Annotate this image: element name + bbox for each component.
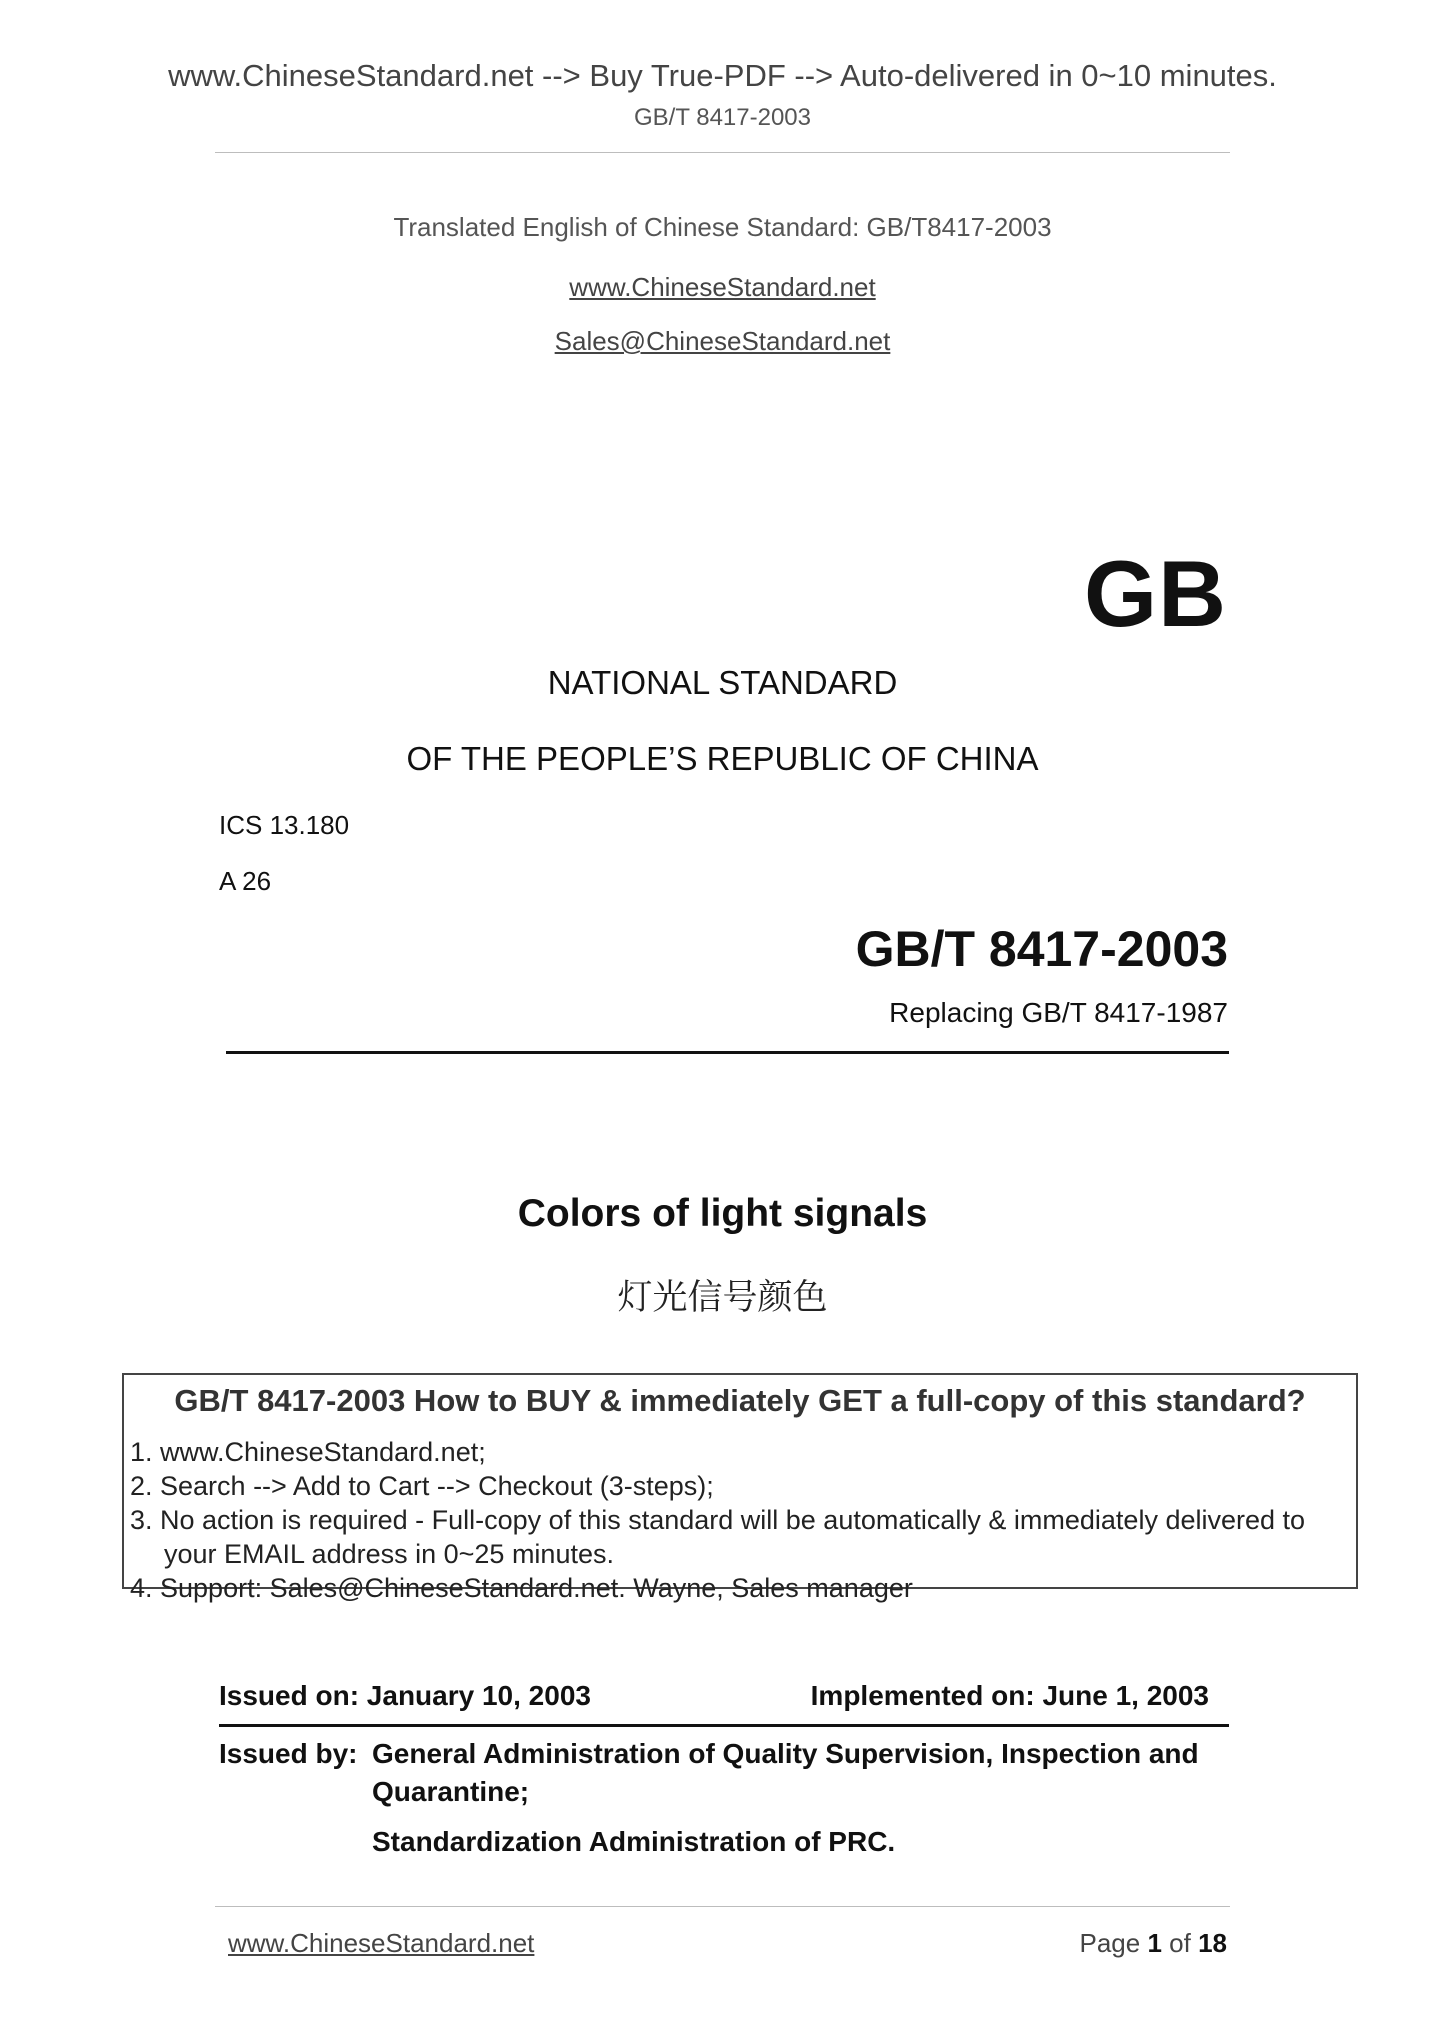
issued-on: Issued on: January 10, 2003	[219, 1680, 591, 1711]
issued-by-line2: Quarantine;	[372, 1776, 530, 1807]
implemented-on: Implemented on: June 1, 2003	[810, 1680, 1209, 1711]
standard-code: GB/T 8417-2003	[855, 921, 1228, 977]
buy-step: 4. Support: Sales@ChineseStandard.net. Wayne, Sales manager	[130, 1573, 913, 1603]
page-prefix: Page	[1079, 1928, 1141, 1958]
national-standard-line1: NATIONAL STANDARD	[547, 664, 898, 701]
issued-by-label: Issued by:	[219, 1738, 358, 1769]
page-total: 18	[1198, 1928, 1227, 1958]
page-of: of	[1169, 1928, 1191, 1958]
footer-website-link[interactable]: www.ChineseStandard.net	[228, 1928, 535, 1958]
header-standard-code: GB/T 8417-2003	[633, 104, 811, 131]
classification-code: A 26	[219, 866, 272, 896]
national-standard-line2: OF THE PEOPLE’S REPUBLIC OF CHINA	[406, 740, 1039, 777]
website-link-row	[0, 272, 1445, 303]
issued-by-line3: Standardization Administration of PRC.	[372, 1826, 896, 1857]
footer-divider	[215, 1906, 1230, 1907]
buy-step: 1. www.ChineseStandard.net;	[130, 1437, 486, 1467]
title-chinese: 灯光信号颜色	[617, 1278, 828, 1318]
gb-mark: GB	[1084, 541, 1227, 646]
buy-step: 3. No action is required - Full-copy of this standard will be automatically & immediately delivered to your EMAIL address in 0~25 minutes.	[130, 1505, 1306, 1569]
email-link-row	[0, 326, 1445, 357]
page-number	[1079, 1928, 1227, 1959]
issue-divider	[219, 1724, 1229, 1727]
issued-by-line1: General Administration of Quality Supervision, Inspection and	[372, 1738, 1199, 1769]
header-divider	[215, 152, 1230, 153]
header-banner: www.ChineseStandard.net --> Buy True-PDF --> Auto-delivered in 0~10 minutes.	[168, 58, 1277, 93]
footer-link-row	[228, 1928, 534, 1959]
email-link[interactable]: Sales@ChineseStandard.net	[554, 326, 891, 356]
ics-code: ICS 13.180	[219, 810, 350, 840]
buy-info-box	[122, 1373, 1358, 1603]
title-divider	[226, 1051, 1229, 1054]
website-link[interactable]: www.ChineseStandard.net	[569, 272, 876, 302]
buy-step: 2. Search --> Add to Cart --> Checkout (3-steps);	[130, 1471, 714, 1501]
title-english: Colors of light signals	[517, 1192, 928, 1235]
buy-box-title: GB/T 8417-2003 How to BUY & immediately GET a full-copy of this standard?	[174, 1383, 1306, 1418]
page-current: 1	[1147, 1928, 1162, 1958]
translated-notice: Translated English of Chinese Standard: GB/T8417-2003	[393, 212, 1052, 242]
buy-steps-list	[130, 1435, 1356, 1605]
replacing-note: Replacing GB/T 8417-1987	[889, 997, 1228, 1028]
